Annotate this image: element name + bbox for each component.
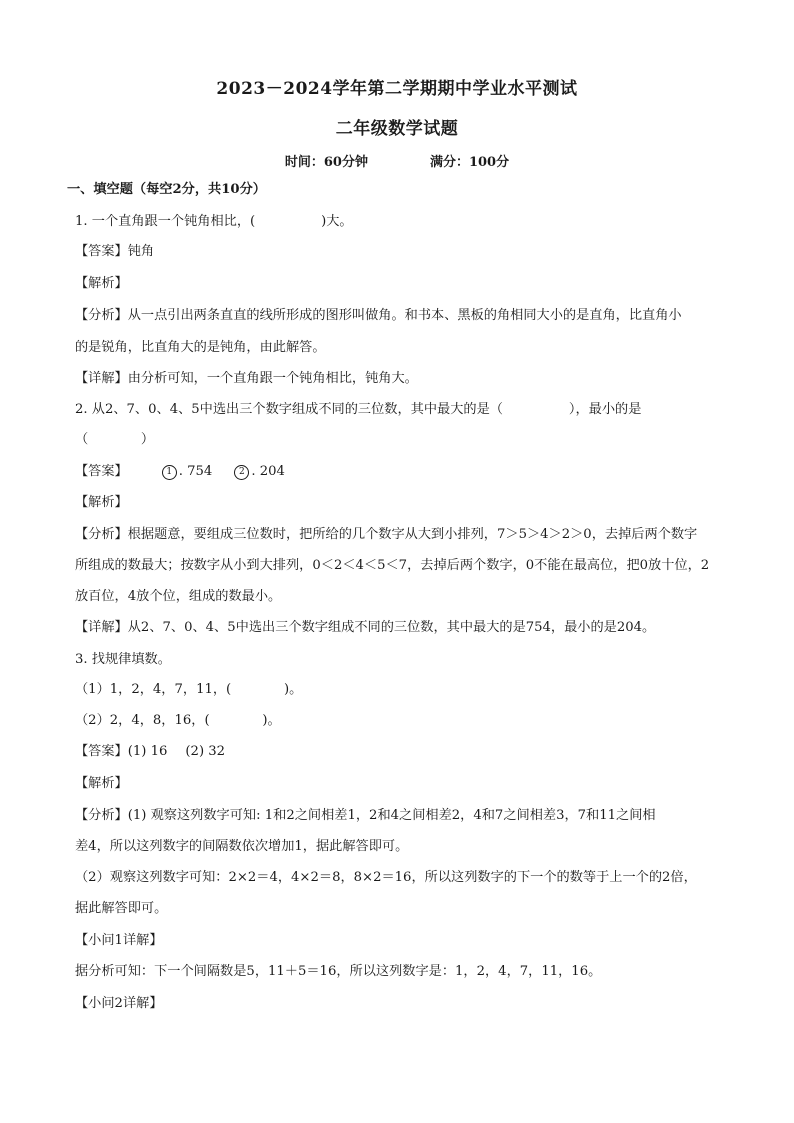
q2-answer [75,462,735,482]
q3-fenxi-line-4: 据此解答即可。 [75,901,168,916]
q2-fenxi-line-3: 放百位，4放个位，组成的数最小。 [75,589,282,604]
q3-small1-tag: 【小问1详解】 [75,933,163,948]
detail-tag: 【详解】 [75,371,128,386]
q2-detail-text: 从2、7、0、4、5中选出三个数字组成不同的三位数，其中最大的是754，最小的是204。 [127,620,656,635]
answer-tag: 【答案】 [75,244,128,259]
q2-analysis-tag: 【解析】 [75,495,128,510]
q1-analysis-tag: 【解析】 [75,276,128,291]
q2-question-line-2: （ ） [75,432,155,447]
q3-question: 3. 找规律填数。 [75,652,171,667]
answer-tag: 【答案】 [75,464,128,479]
q1-detail [75,369,735,389]
q2-fenxi-text-1: 根据题意，要组成三位数时，把所给的几个数字从大到小排列，7＞5＞4＞2＞0，去掉后两个数字 [127,527,698,542]
answer-tag: 【答案】 [75,744,128,759]
exam-meta [0,151,794,170]
q3-sub-2: （2）2，4，8，16，( )。 [75,713,281,728]
q1-answer-text: 钝角 [127,244,155,259]
q3-answer-2: (2) 32 [185,744,226,759]
exam-subtitle: 二年级数学试题 [335,119,459,139]
detail-tag: 【详解】 [75,620,128,635]
q1-fenxi-line-1 [75,306,735,326]
q1-fenxi-line-2: 的是锐角，比直角大的是钝角，由此解答。 [75,340,326,355]
q3-answer-1: (1) 16 [127,744,168,759]
q3-answer [75,742,735,762]
q2-detail [75,618,735,638]
exam-time: 时间：60分钟 [284,155,368,170]
q1-fenxi-text-1: 从一点引出两条直直的线所形成的图形叫做角。和书本、黑板的角相同大小的是直角，比直角小 [127,308,682,323]
circled-number-1: 1 [162,465,177,480]
q1-answer [75,242,735,262]
fenxi-tag: 【分析】 [75,808,128,823]
q1-detail-text: 由分析可知，一个直角跟一个钝角相比，钝角大。 [127,371,418,386]
q2-fenxi-line-2: 所组成的数最大；按数字从小到大排列，0＜2＜4＜5＜7，去掉后两个数字，0不能在最高位，把0放十位，2 [75,558,710,573]
q1-question: 1. 一个直角跟一个钝角相比，( )大。 [75,214,353,229]
q3-small1-detail: 据分析可知：下一个间隔数是5，11＋5＝16，所以这列数字是：1，2，4，7，11，16。 [75,964,602,979]
exam-score: 满分：100分 [429,155,510,170]
q2-answer-1: . 754 [178,464,213,479]
fenxi-tag: 【分析】 [75,308,128,323]
q2-fenxi-line-1 [75,525,735,545]
section-heading: 一、填空题（每空2分，共10分） [67,182,266,197]
q3-sub-1: （1）1，2，4，7，11，( )。 [75,682,303,697]
exam-title: 2023－2024学年第二学期期中学业水平测试 [216,79,578,99]
fenxi-tag: 【分析】 [75,527,128,542]
q3-small2-tag: 【小问2详解】 [75,996,163,1011]
q3-fenxi-line-3: （2）观察这列数字可知：2×2＝4，4×2＝8，8×2＝16，所以这列数字的下一个的数等于上一个的2倍， [75,870,697,885]
q2-question-line-1: 2. 从2、7、0、4、5中选出三个数字组成不同的三位数，其中最大的是（ ），最小的是 [75,402,642,417]
circled-number-2: 2 [234,465,249,480]
q3-fenxi-line-2: 差4，所以这列数字的间隔数依次增加1，据此解答即可。 [75,839,409,854]
q3-analysis-tag: 【解析】 [75,776,128,791]
q2-answer-2: . 204 [251,464,285,479]
q3-fenxi-line-1 [75,806,735,826]
q3-fenxi-text-1: (1) 观察这列数字可知: 1和2之间相差1，2和4之间相差2，4和7之间相差3，7和11之间相 [127,808,656,823]
